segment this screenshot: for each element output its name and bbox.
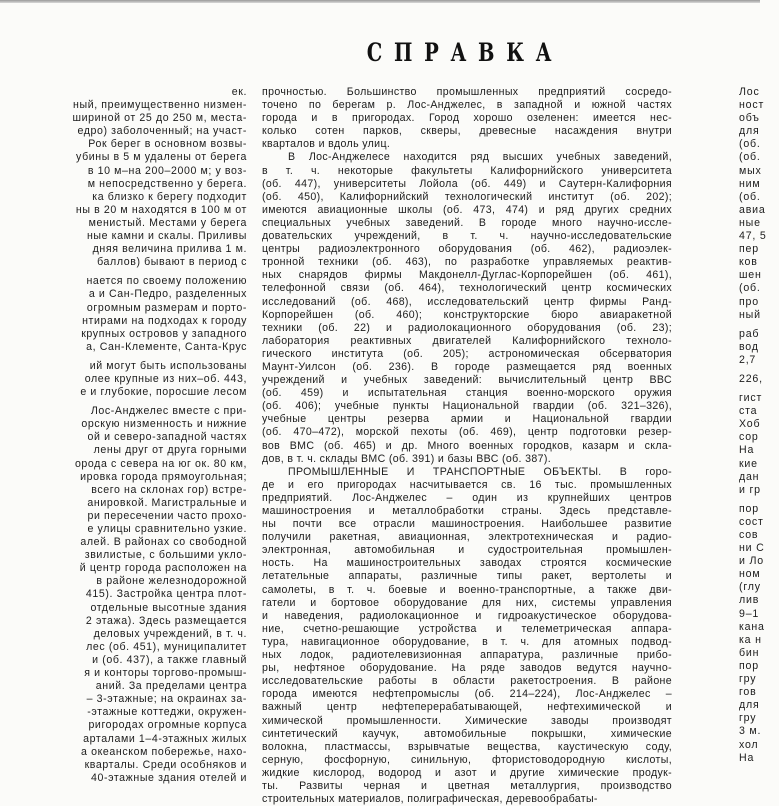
text-line: исследовательские работы в области ракетостроения. В районе — [262, 675, 672, 688]
text-line: (об. — [739, 138, 761, 151]
text-line: кие — [739, 457, 758, 470]
text-line: в районе железнодорожной — [96, 575, 247, 588]
text-line: дов, в т. ч. склады ВМС (об. 391) и базы ВВС (об. 387). — [262, 452, 552, 465]
text-line: синтетический каучук, автомобильные покрышки, химические — [262, 727, 672, 740]
text-line: пор — [739, 502, 759, 515]
text-line: ним — [739, 177, 761, 190]
text-line: (об. — [739, 190, 761, 203]
text-line: машиностроения и металлобработки страны. Здесь представле- — [262, 505, 672, 517]
text-line: серную, фосфорную, синильную, фтористоводородную кислоты, — [262, 753, 672, 766]
text-line: лес (об. 451), муниципалитет — [86, 640, 247, 653]
text-line: а, Сан-Клементе, Санта-Крус — [86, 340, 247, 353]
text-line: е улицы сравнительно узкие. — [87, 523, 247, 535]
text-line: в 10 м–на 200–2000 м; у воз- — [87, 164, 247, 177]
text-line: специальных учебных заведений. В городе много научно-иссле- — [262, 216, 672, 229]
text-line: крупных островов у западного — [81, 327, 247, 340]
text-line: ни С — [739, 542, 765, 555]
text-line: ста — [739, 405, 758, 418]
text-line: шириной от 25 до 250 м, места- — [72, 112, 247, 125]
text-line: строительных материалов, полиграфическая, деревообрабаты- — [262, 793, 598, 806]
text-line: В Лос-Анджелесе находится ряд высших учебных заведений, — [288, 151, 672, 164]
text-line: и (об. 437), а также главный — [92, 653, 247, 666]
text-line: шен — [739, 269, 762, 282]
text-line: (об. 470–472), морской пехоты (об. 469), центр подготовки резер- — [262, 426, 672, 439]
text-line: орода с севера на юг ок. 80 км, — [74, 457, 247, 470]
text-line: сов — [739, 529, 759, 541]
text-line: сост — [739, 515, 764, 528]
text-line: в т. ч. некоторые факультеты Калифорнийского университета — [262, 164, 672, 177]
text-line: едро) заболоченный; на участ- — [77, 125, 247, 138]
text-line: Корпорейшен (об. 460); конструкторские бюро авиаракетной — [262, 308, 672, 321]
text-line: города имеются нефтепромыслы (об. 214–224), Лос-Анджелес – — [262, 688, 672, 701]
text-line: ировка города прямоугольная; — [80, 470, 247, 483]
text-line: ност — [739, 99, 765, 112]
text-line: для — [739, 125, 760, 138]
text-line: авиа — [739, 203, 766, 216]
text-line: (об. — [739, 282, 761, 295]
text-line: вод — [739, 340, 759, 353]
text-line: Маунт-Уилсон (об. 236). В городе размещается ряд военных — [262, 360, 672, 373]
text-line: ние, счетно-решающие устройства и телеметрическая аппара- — [262, 622, 672, 635]
text-line: (об. — [739, 151, 761, 164]
text-line: важный центр нефтеперерабатывающей, нефтехимической и — [262, 701, 672, 714]
text-line: кварталы. Среди особняков и — [84, 758, 247, 771]
text-line: кварталов и вдоль улиц. — [262, 138, 391, 151]
text-line: телефонной связи (об. 464), технологический центр космических — [262, 282, 672, 295]
text-line: раб — [739, 327, 760, 340]
text-line: 47, 5 — [739, 230, 767, 243]
text-line: ри пересечении часто прохо- — [87, 509, 247, 522]
text-line: На — [739, 444, 755, 457]
text-line: жидкие кислород, водород и азот и другие химические продук- — [262, 766, 672, 779]
text-line: гов — [739, 686, 757, 699]
text-line: дняя величина прилива 1 м. — [92, 243, 247, 256]
text-line: ный — [739, 308, 761, 321]
text-line: убины в 5 м удалены от берега — [76, 151, 247, 164]
text-line: самолеты, в т. ч. боевые и военно-транспортные, а также дви- — [262, 583, 672, 596]
text-line: Лос — [739, 86, 760, 98]
text-line: получили ракетная, авиационная, электротехническая и радио- — [262, 531, 672, 544]
text-line: техники (об. 22) и радиолокационного оборудования (об. 23); — [262, 321, 672, 334]
text-line: ры, нефтяное оборудование. На ряде заводов ведутся научно- — [262, 662, 672, 675]
text-line: я и конторы торгово-промыш- — [84, 667, 247, 680]
text-line: учебные центры резерва армии и Национальной гвардии — [262, 413, 672, 426]
text-line: лив — [739, 594, 760, 607]
text-line: 3 м. — [739, 725, 762, 738]
text-line: летательные аппараты, различные типы ракет, вертолеты и — [262, 570, 672, 583]
text-line: (об. 406); учебные пункты Национальной гвардии (об. 321–326), — [262, 400, 672, 413]
text-line: ных снарядов фирмы Макдонелл-Дуглас-Корпорейшен (об. 461), — [262, 269, 672, 282]
center-column-text — [262, 86, 672, 806]
text-line: олее крупные из них–об. 443, — [84, 372, 247, 385]
text-line: (об. 450), Калифорнийский технологический институт (об. 202); — [262, 190, 672, 203]
text-line: гру — [739, 712, 757, 725]
text-line: 9–1 — [739, 607, 760, 620]
text-line: деловых учреждений, в т. ч. — [93, 627, 247, 640]
text-line: нтирами на подходах к городу — [82, 314, 247, 327]
text-line: На — [739, 751, 755, 764]
text-line: Рок берег в основном возвы- — [88, 138, 247, 151]
text-line: объ — [739, 112, 760, 125]
text-line: ригородах огромные корпуса — [88, 719, 247, 732]
text-line: всего на склонах гор) встре- — [91, 483, 247, 496]
text-line: учреждений и учебных заведений: вычислительный центр ВВС — [262, 374, 672, 387]
text-line: колько сотен парков, скверы, древесные насаждения внутри — [262, 125, 672, 138]
text-line: гру — [739, 673, 757, 686]
text-line: 2 этажа). Здесь размещается — [85, 614, 247, 627]
text-line: (глу — [739, 581, 761, 594]
text-line: имеются авиационные школы (об. 473, 474) и ряд других средних — [262, 203, 672, 216]
text-line: хол — [739, 738, 759, 751]
text-line: центры радиоэлектронного оборудования (об. 462), радиоэлек- — [262, 243, 672, 256]
page-title: СПРАВКА — [366, 38, 564, 67]
text-line: аний. За пределами центра — [95, 680, 247, 693]
text-line: ные камни и скалы. Приливы — [86, 230, 247, 243]
text-line: гист — [739, 392, 763, 405]
text-line: ек. — [231, 86, 247, 98]
text-line: кана — [739, 620, 765, 633]
text-line: орскую низменность и нижние — [81, 418, 247, 431]
text-line: ка н — [739, 633, 762, 646]
text-line: лены друг от друга горными — [93, 444, 247, 457]
text-line: ий могут быть использованы — [89, 359, 247, 372]
text-line: огромным размерам и порто- — [86, 301, 247, 314]
text-line: менистый. Местами у берега — [88, 216, 247, 229]
text-line: а и Сан-Педро, разделенных — [88, 288, 247, 301]
text-line: и гр — [739, 483, 761, 496]
text-line: ность. На машиностроительных заводах строятся космические — [262, 557, 672, 570]
text-line: отдельные высотные здания — [90, 601, 247, 614]
text-line: волокна, пластмассы, взрывчатые вещества, каустическую соду, — [262, 740, 672, 753]
text-line: сор — [739, 431, 759, 444]
text-line: вов ВМС (об. 465) и др. Много военных городков, казарм и скла- — [262, 439, 672, 452]
text-line: лаборатория реактивных двигателей Калифорнийского техноло- — [262, 334, 672, 347]
text-line: 415). Застройка центра плот- — [85, 588, 247, 601]
text-line: электронная, автомобильная и судостроительная промышлен- — [262, 544, 672, 557]
text-line: и наведения, радиолокационное и гидроакустическое оборудова- — [262, 609, 672, 622]
text-line: анировкой. Магистральные и — [87, 496, 247, 509]
text-line: (об. 459) и испытательная станция военно-морского оружия — [262, 387, 672, 400]
text-line: -этажные коттеджи, окружен- — [87, 706, 247, 719]
text-line: ном — [739, 568, 761, 581]
text-line: алей. В районах со свободной — [80, 536, 247, 549]
text-line: ков — [739, 256, 758, 269]
text-line: гатели и бортовое оборудование для них, системы управления — [262, 596, 672, 609]
text-line: тронной техники (об. 463), по разработке управляемых реактив- — [262, 256, 672, 269]
left-column-text — [0, 86, 247, 785]
page-top-edge — [0, 0, 760, 3]
text-line: – 3-этажные; на окраинах за- — [86, 693, 247, 706]
text-line: пер — [739, 243, 759, 256]
text-line: предприятий. Лос-Анджелес – один из крупнейших центров — [262, 491, 672, 504]
text-line: для — [739, 699, 760, 712]
text-line: м непосредственно у берега. — [87, 177, 247, 190]
text-line: арталами 1–4-этажных жилых — [83, 732, 247, 745]
text-line: ты. Развиты черная и цветная металлургия, производство — [262, 779, 672, 792]
text-line: мых — [739, 164, 762, 177]
text-line: ой и северо-западной частях — [87, 431, 247, 444]
text-line: довательских учреждений, в т. ч. научно-исследовательские — [262, 230, 672, 243]
text-line: й центр города расположен на — [79, 562, 247, 575]
text-line: прочностью. Большинство промышленных предприятий сосредо- — [262, 86, 672, 98]
text-line: 40-этажные здания отелей и — [90, 771, 247, 784]
text-line: ные — [739, 216, 761, 229]
text-line: бин — [739, 646, 760, 659]
text-line: нается по своему положению — [86, 275, 247, 288]
text-line: точено по берегам р. Лос-Анджелес, в западной и южной частях — [262, 99, 672, 112]
text-line: и Ло — [739, 555, 764, 568]
text-line: ка близко к берегу подходит — [92, 190, 247, 203]
text-line: гического института (об. 205); астрономическая обсерватория — [262, 347, 672, 360]
text-line: звилистые, с большими укло- — [84, 549, 247, 562]
right-column-text — [739, 86, 779, 765]
text-line: ных лодок, радиотелевизионная аппаратура, различные прибо- — [262, 649, 672, 662]
text-line: (об. 447), университеты Лойола (об. 449) и Саутерн-Калифорния — [262, 177, 672, 190]
text-line: 226, — [739, 372, 763, 385]
text-line: Хоб — [739, 418, 761, 431]
text-line: 2,7 — [739, 353, 757, 366]
text-line: города и в пригородах. Город хорошо озеленен: имеется нес- — [262, 112, 672, 125]
text-line: тура, навигационное оборудование, в т. ч. для атомных подвод- — [262, 635, 672, 648]
text-line: Лос-Анджелес вместе с при- — [90, 405, 247, 418]
text-line: пор — [739, 659, 759, 672]
text-line: ны почти все отрасли машиностроения. Наибольшее развитие — [262, 518, 672, 531]
text-line: исследований (об. 468), исследовательский центр фирмы Ранд- — [262, 295, 672, 308]
text-line: а океанском побережье, нахо- — [81, 745, 247, 758]
text-line: дан — [739, 470, 760, 483]
text-line: баллов) бывают в период с — [97, 256, 247, 269]
text-line: про — [739, 295, 759, 308]
text-line: ПРОМЫШЛЕННЫЕ И ТРАНСПОРТНЫЕ ОБЪЕКТЫ. В горо- — [288, 465, 672, 478]
text-line: ны в 20 м находятся в 100 м от — [75, 203, 247, 216]
text-line: химической промышленности. Химические заводы производят — [262, 714, 672, 727]
text-line: е и глубокие, поросшие лесом — [80, 386, 247, 399]
text-line: ный, преимущественно низмен- — [73, 99, 247, 112]
text-line: де и его пригородах насчитывается св. 16 тыс. промышленных — [262, 478, 672, 491]
